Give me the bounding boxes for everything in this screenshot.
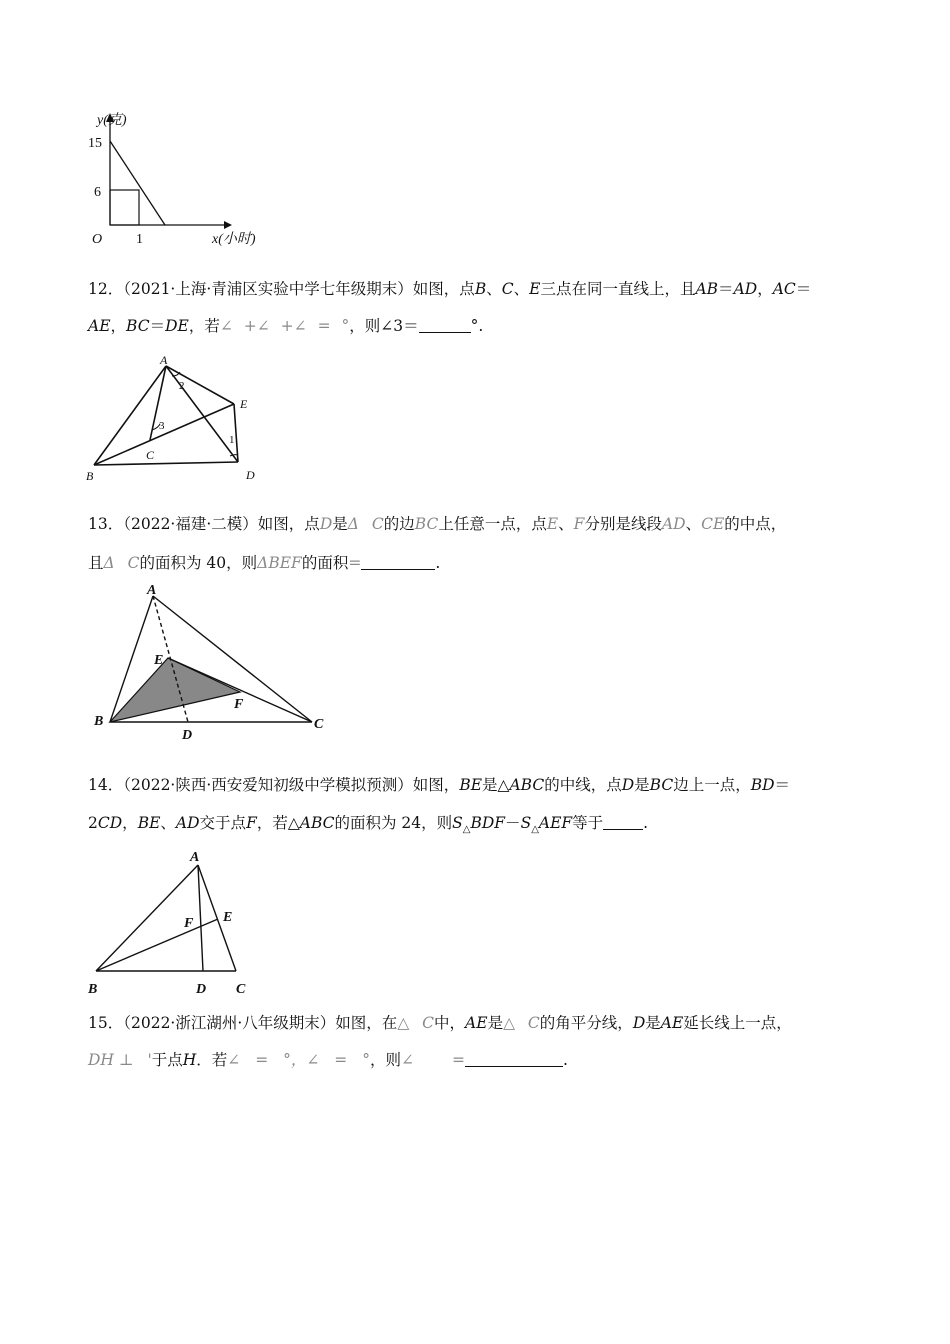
x-axis-arrow [224, 221, 232, 229]
q15-text: = [451, 1051, 465, 1069]
q12-text: 、 [513, 280, 530, 298]
q14-text: 2 [88, 814, 98, 832]
q13-text: 分别是线段 [584, 515, 662, 533]
q12-var: AE [88, 317, 111, 335]
q13-text: 是 [332, 515, 348, 533]
seg-AE [166, 366, 234, 404]
seg-BE [96, 919, 218, 971]
q14-text: ＝ [774, 776, 791, 794]
label-C: C [314, 717, 324, 732]
q15-var: D [632, 1014, 646, 1032]
graph-line [110, 141, 165, 225]
q13-text: 的边 [383, 515, 415, 533]
q15-text: ，则 [369, 1051, 401, 1069]
q15-faint-angle: ∠ [400, 1051, 414, 1069]
q15-line2 [88, 1050, 568, 1070]
q14-var: BD [750, 776, 775, 794]
q14-text: 是△ [482, 776, 510, 794]
q12-var: DE [165, 317, 189, 335]
q15-text: 是 [487, 1014, 504, 1032]
y-tick-6: 6 [94, 185, 101, 200]
q12-text: 、 [486, 280, 502, 298]
q15-text: 于点 [151, 1051, 183, 1069]
q13-text: 的面积 [301, 554, 349, 572]
q12-var: BC [126, 317, 150, 335]
q12-var: AB [695, 280, 719, 298]
seg-AB [96, 865, 198, 971]
q13-var: E [546, 515, 559, 533]
q14-text: . [643, 814, 649, 832]
q12-line1 [88, 279, 811, 299]
label-A: A [160, 353, 168, 367]
y-tick-15: 15 [88, 136, 102, 151]
q13-var: F [573, 515, 585, 533]
q12-text: ， [110, 317, 127, 335]
q12-text: ＝ [795, 280, 812, 298]
q13-var: ΔBEF [257, 554, 302, 572]
q13-text: 、 [558, 515, 574, 533]
q14-text: 的中线，点 [544, 776, 622, 794]
q14-var: S [520, 814, 532, 832]
label-A: A [147, 583, 157, 598]
q14-line2 [88, 813, 648, 840]
q13-faint-triangle: Δ C [347, 515, 384, 533]
q14-text: ， [122, 814, 138, 832]
seg-BE [94, 404, 234, 465]
q12-var: B [474, 280, 487, 298]
label-C: C [236, 982, 246, 997]
q15-line1 [88, 1013, 792, 1033]
label-B: B [88, 982, 98, 997]
q13-text: . [435, 554, 441, 572]
q13-source: （2022·福建·二模） [123, 515, 258, 533]
q14-var: BE [137, 814, 161, 832]
q13-text: = [348, 554, 362, 572]
q14-text: 如图， [412, 776, 460, 794]
q14-number: 14． [88, 776, 124, 794]
q14-var: F [246, 814, 257, 832]
label-D: D [182, 728, 193, 743]
dashed-box [110, 190, 139, 225]
q14-var: ABC [299, 814, 335, 832]
q14-text: 等于 [572, 814, 604, 832]
q12-faint-expression: ∠ +∠ +∠ = ° [219, 317, 350, 335]
q15-faint-mark: ' [147, 1051, 152, 1069]
figure-q14 [86, 843, 256, 998]
q15-text: 是 [645, 1014, 661, 1032]
label-2: 2 [179, 380, 185, 392]
q12-source: （2021·上海·青浦区实验中学七年级期末） [123, 280, 413, 298]
q15-answer-blank[interactable] [465, 1052, 563, 1067]
label-E: E [154, 653, 164, 668]
q14-var: D [621, 776, 635, 794]
q13-var: D [319, 515, 333, 533]
seg-AD [166, 366, 238, 462]
x-axis-label: x(小时) [212, 232, 256, 247]
q15-text: 中， [434, 1014, 466, 1032]
q14-answer-blank[interactable] [603, 815, 643, 830]
q14-text: 交于点 [199, 814, 247, 832]
q12-text: ＝ [718, 280, 734, 298]
seg-ED [234, 404, 238, 462]
label-C: C [146, 448, 155, 462]
q13-line1 [88, 514, 786, 534]
q12-text: ， [757, 280, 773, 298]
label-A: A [190, 850, 200, 865]
figure-q12 [84, 352, 274, 488]
q13-text: 、 [685, 515, 702, 533]
q12-text: ，则∠3＝ [349, 317, 419, 335]
q14-subscript: △ [531, 824, 539, 836]
q13-answer-blank[interactable] [361, 555, 435, 570]
label-E: E [240, 397, 248, 411]
q13-var: BC [414, 515, 439, 533]
shaded-triangle-BEF [110, 658, 240, 722]
q12-answer-blank[interactable] [419, 318, 471, 333]
x-tick-1: 1 [136, 232, 143, 247]
label-3: 3 [159, 420, 165, 432]
q12-text: 如图，点 [412, 280, 475, 298]
q12-var: E [529, 280, 541, 298]
q14-var: AEF [538, 814, 573, 832]
q15-faint-var: DH ⊥ [88, 1051, 134, 1069]
q14-text: 边上一点， [673, 776, 751, 794]
q14-var: BE [459, 776, 483, 794]
label-1: 1 [229, 434, 235, 446]
q14-text: － [505, 814, 521, 832]
q14-text: 是 [634, 776, 650, 794]
q14-var: BDF [470, 814, 506, 832]
q13-faint-triangle: Δ C [103, 554, 140, 572]
q15-number: 15． [88, 1014, 124, 1032]
q13-var: AD [661, 515, 686, 533]
q12-text: 三点在同一直线上，且 [540, 280, 696, 298]
q15-text: ．若 [196, 1051, 228, 1069]
q14-var: CD [97, 814, 123, 832]
q15-faint-triangle: △ C [503, 1014, 540, 1032]
q14-var: AD [175, 814, 200, 832]
q13-text: 上任意一点，点 [438, 515, 547, 533]
q12-text: °. [470, 317, 484, 335]
q13-text: 的中点， [724, 515, 787, 533]
q15-text: 延长线上一点， [683, 1014, 792, 1032]
label-D: D [196, 982, 207, 997]
label-F: F [184, 916, 194, 931]
q15-faint-triangle: △ C [397, 1014, 435, 1032]
q15-text: 如图，在 [335, 1014, 398, 1032]
q12-var: AD [733, 280, 758, 298]
q14-var: S [452, 814, 463, 832]
label-D: D [246, 468, 255, 482]
q13-text: 且 [88, 554, 104, 572]
label-B: B [94, 714, 104, 729]
q12-line2 [88, 316, 483, 336]
origin-label: O [92, 232, 103, 247]
q15-var: AE [660, 1014, 684, 1032]
seg-AD [198, 865, 203, 971]
q14-var: BC [649, 776, 674, 794]
label-B: B [86, 469, 94, 483]
seg-BD [94, 462, 238, 465]
q13-line2 [88, 553, 440, 573]
q14-source: （2022·陕西·西安爱知初级中学模拟预测） [123, 776, 413, 794]
q13-text: 的面积为 40，则 [139, 554, 258, 572]
q15-text: . [562, 1051, 568, 1069]
label-F: F [234, 697, 244, 712]
q15-faint-expression: ∠ = °，∠ = ° [227, 1051, 370, 1069]
q12-var: AC [772, 280, 796, 298]
q12-text: ，若 [188, 317, 220, 335]
q12-var: C [501, 280, 514, 298]
y-axis-label: y(克) [97, 113, 127, 128]
q12-text: ＝ [149, 317, 166, 335]
q12-number: 12． [88, 280, 124, 298]
figure-q13 [88, 580, 338, 745]
q15-var: H [182, 1051, 197, 1069]
q14-subscript: △ [462, 824, 471, 836]
q14-text: 的面积为 24，则 [334, 814, 453, 832]
q13-text: 如图，点 [257, 515, 320, 533]
q15-text: 的角平分线， [539, 1014, 633, 1032]
graph-q11 [84, 108, 274, 248]
q14-text: 、 [160, 814, 176, 832]
q15-source: （2022·浙江湖州·八年级期末） [123, 1014, 336, 1032]
q13-number: 13． [88, 515, 124, 533]
q14-var: ABC [509, 776, 545, 794]
q15-var: AE [465, 1014, 488, 1032]
q14-line1 [88, 775, 790, 795]
q14-text: ，若△ [256, 814, 300, 832]
q13-var: CE [701, 515, 725, 533]
label-E: E [223, 910, 233, 925]
